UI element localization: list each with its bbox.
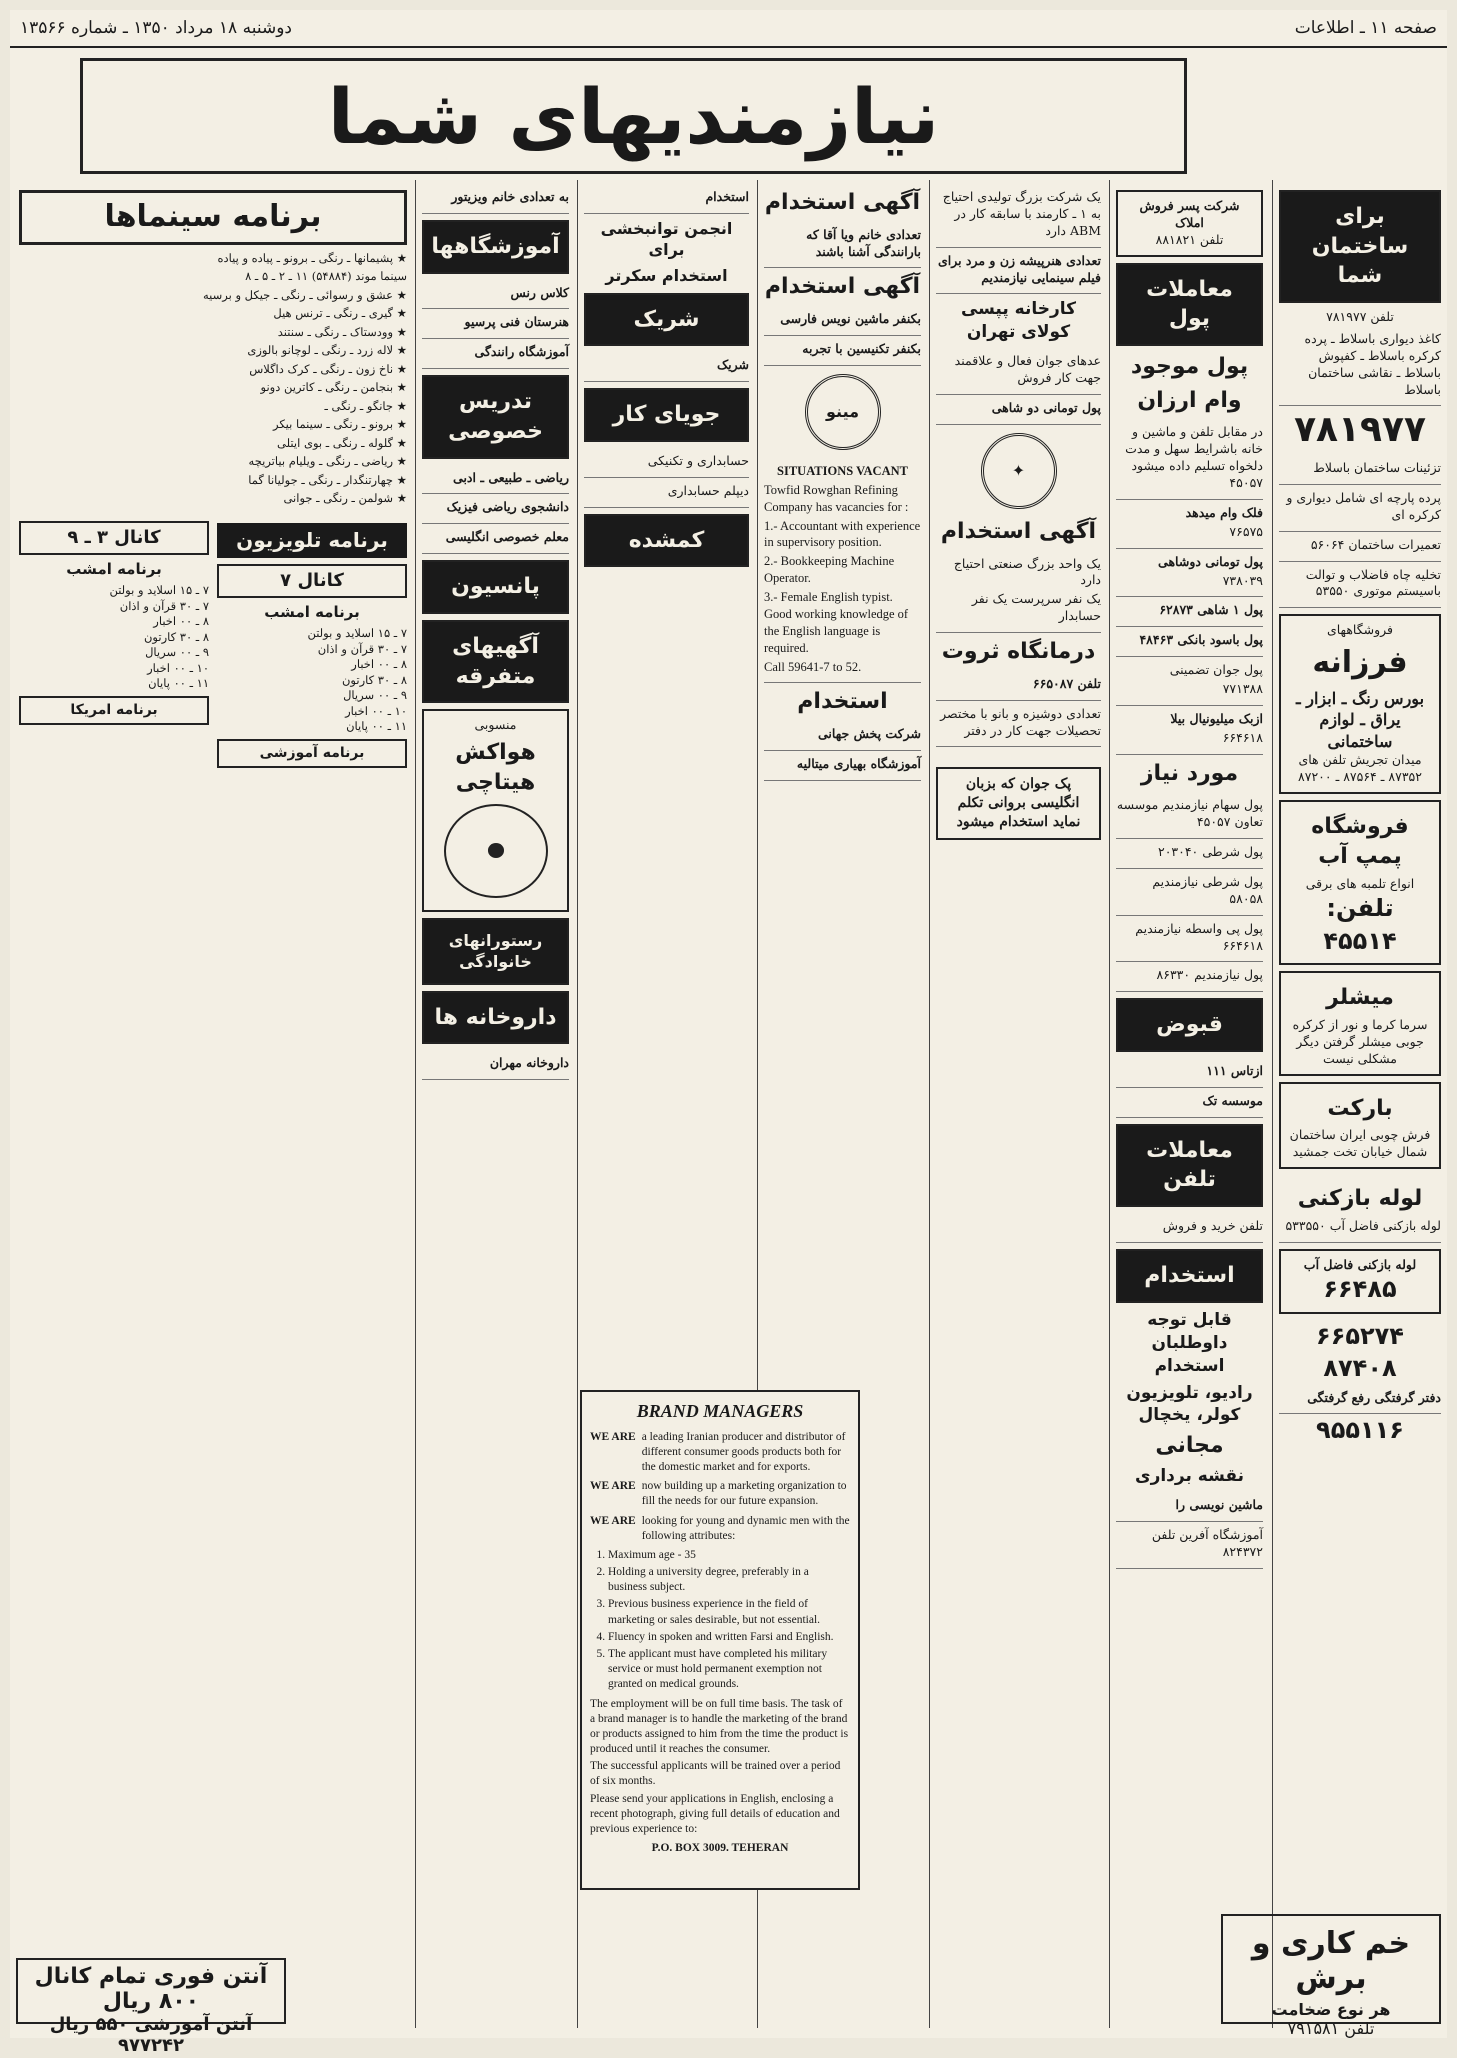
tv-schedule-item: ۱۰ ـ ۰۰ اخبار — [147, 660, 209, 675]
pipe-unblock-ad: لوله بازکنی لوله بازکنی فاضل آب ۵۳۳۵۵۰ — [1279, 1175, 1441, 1243]
employment-title: استخدام — [797, 689, 888, 715]
cinema-listing: ★ ناخ زون ـ رنگی ـ کرک داگلاس — [249, 361, 407, 376]
tonight-label: برنامه امشب — [264, 603, 360, 622]
classified-column-6 — [415, 180, 575, 2028]
partner-header: شریک — [584, 293, 749, 347]
cinema-listing: ★ جانگو ـ رنگی ـ — [324, 398, 407, 413]
tv-schedule-item: ۸ ـ ۳۰ کارتون — [143, 629, 209, 644]
nursing-school-ad: آموزشگاه بهیاری میتالیه — [764, 751, 921, 781]
cinema-listing: ★ شولمن ـ رنگی ـ جوانی — [283, 491, 407, 506]
receipt-ad-1: ازتاس ۱۱۱ — [1116, 1058, 1263, 1088]
construction-phone-label: تلفن ۷۸۱۹۷۷ — [1326, 309, 1394, 325]
cinema-listing: ★ گیری ـ رنگی ـ ترنس هیل — [273, 306, 407, 321]
employment-notice: قابل توجه داوطلبان استخدام — [1147, 1309, 1232, 1376]
restaurants-header: رستورانهای خانوادگی — [422, 918, 569, 985]
pipe-phone-5: ۹۵۵۱۱۶ — [1316, 1416, 1404, 1445]
tv-schedule-item: ۹ ـ ۰۰ سریال — [145, 645, 209, 660]
farzaneh-store-ad: فروشگاههای فرزانه بورس رنگ ـ ابزار ـ یراق ـ لوازم ساختمانی میدان تجریش تلفن های ۸۷۳۵۲ ـ ۸۷۵۶۴ ـ ۸۷۲۰۰ — [1279, 614, 1441, 794]
lost-found-header: کمشده — [584, 514, 749, 568]
driver-ad: تعدادی خانم ویا آقا که بارانندگی آشنا باشند — [764, 222, 921, 269]
receipts-header: قبوض — [1116, 998, 1263, 1052]
pension-header: پانسیون — [422, 560, 569, 614]
cinema-listing: ★ برونو ـ رنگی ـ سینما بیکر — [272, 417, 407, 432]
schools-header: آموزشگاهها — [422, 220, 569, 274]
section-banner — [80, 58, 1187, 174]
money-ad: پول تومانی دو شاهی — [936, 395, 1101, 425]
real-estate-box: شرکت پسر فروش املاک تلفن ۸۸۱۸۲۱ — [1116, 190, 1263, 257]
tv-schedule-item: ۷ ـ ۳۰ قرآن و اذان — [119, 598, 209, 613]
cinema-listing: ★ بنجامن ـ رنگی ـ کاترین دونو — [260, 380, 407, 395]
tv-schedule-item: ۷ ـ ۱۵ اسلاید و بولتن — [109, 583, 209, 598]
cinema-listing: ★ عشق و رسوائی ـ رنگی ـ جیکل و برسیه — [202, 287, 407, 302]
rehab-society-title: انجمن توانبخشی برای — [600, 218, 733, 260]
money-section-header: معاملات پول — [1116, 263, 1263, 346]
tv-schedule-item: ۸ ـ ۰۰ اخبار — [351, 657, 407, 672]
class-ad: کلاس رنس — [422, 280, 569, 310]
brand-managers-ad: BRAND MANAGERS WE ARE a leading Iranian producer and distributor of different consumer goods products both for the domestic market and for exports. WE ARE now building up a marketing organization to fill the needs for our future expansion. WE ARE looking for young and dynamic men with the following attributes: 1. Maximum age - 35 2. Holding a university degree, preferably in a business subject. 3. Previous business experience in the field of marketing or sales desirable, but not essential. 4. Fluency in spoken and written Farsi and English. 5. The applicant must have completed his military service or must hold permanent exemption not granted on medical grounds. The employment will be on full time basis. The task of a brand manager is to handle the marketing of the brand or products assigned to him from the time the product is produced until it reaches the consumer. The successful applicants will be trained over a period of six months. Please send your applications in English, enclosing a recent photograph, giving full details of education and previous experience to: P.O. BOX 3009. TEHERAN — [580, 1390, 860, 1890]
unblocking-ad: دفتر گرفتگی رفع گرفتگی — [1279, 1385, 1441, 1415]
bending-cutting-ad: خم کاری و برش هر نوع ضخامت تلفن ۷۹۱۵۸۱ — [1221, 1914, 1441, 2024]
surveying-course: نقشه برداری — [1134, 1466, 1245, 1487]
newspaper-page — [10, 10, 1447, 2056]
receipt-ad-2: موسسه تک — [1116, 1088, 1263, 1118]
cinema-listing: ★ لاله زرد ـ رنگی ـ لوچانو بالوزی — [247, 343, 407, 358]
afarin-school: آموزشگاه آفرین تلفن ۸۲۴۳۷۲ — [1116, 1522, 1263, 1569]
classified-column-1 — [1272, 180, 1447, 2028]
sewage-ad: تخلیه چاه فاضلاب و توالت باسیستم موتوری ۵۳۵۵۰ — [1279, 562, 1441, 609]
need-ad-1: پول سهام نیازمندیم موسسه تعاون ۴۵۰۵۷ — [1116, 792, 1263, 839]
cinema-listing: سینما موند (۵۴۸۸۴) ۱۱ ـ ۲ ـ ۵ ـ ۸ — [245, 269, 407, 284]
phone-trade-ad: تلفن خرید و فروش — [1116, 1213, 1263, 1243]
cinema-listing: ★ وودستاک ـ رنگی ـ سنتند — [277, 324, 407, 339]
employment-header: استخدام — [1116, 1249, 1263, 1303]
loan-title: پول موجود — [1130, 354, 1249, 379]
bw-parquet-ad: بارکت فرش چوبی ایران ساختمان شمال خیابان تخت جمشید — [1279, 1082, 1441, 1169]
pharmacies-header: داروخانه ها — [422, 991, 569, 1045]
loan-ad-7: ازبک میلیونیال بیلا ۶۶۴۶۱۸ — [1116, 706, 1263, 755]
distribution-company-ad: شرکت پخش جهانی — [764, 721, 921, 751]
channel-3-label: کانال ۳ ـ ۹ — [19, 521, 209, 555]
tv-schedule-b — [217, 626, 407, 735]
need-ad-3: پول شرطی نیازمندیم ۵۸۰۵۸ — [1116, 869, 1263, 916]
need-ad-5: پول نیازمندیم ۸۶۳۳۰ — [1116, 962, 1263, 992]
loan-ad-3: پول تومانی دوشاهی ۷۳۸۰۳۹ — [1116, 549, 1263, 598]
repair-course: رادیو، تلویزیون کولر، یخچال — [1126, 1382, 1253, 1426]
cinema-listing: ★ چهارتنگدار ـ رنگی ـ جولیانا گما — [248, 472, 407, 487]
cinema-listing: ★ ریاضی ـ رنگی ـ ویلیام بیاتریچه — [248, 454, 407, 469]
tv-schedule-item: ۹ ـ ۰۰ سریال — [343, 688, 407, 703]
tv-schedule-item: ۷ ـ ۱۵ اسلاید و بولتن — [307, 626, 407, 641]
construction-ad: کاغذ دیواری باسلاط ـ پرده کرکره باسلاط ـ کفپوش باسلاط ـ نقاشی ساختمان باسلاط — [1279, 326, 1441, 407]
tonight-label-2: برنامه امشب — [66, 560, 162, 579]
cinema-list — [19, 251, 407, 507]
tv-schedule-item: ۱۱ ـ ۰۰ پایان — [148, 676, 209, 691]
job-ad-1: یک شرکت بزرگ تولیدی احتیاج به ۱ ـ کارمند با سابقه کار در ABM دارد — [936, 184, 1101, 248]
need-ad-4: پول پی واسطه نیازمندیم ۶۶۴۶۱۸ — [1116, 916, 1263, 963]
situations-vacant-ad: SITUATIONS VACANT Towfid Rowghan Refining Company has vacancies for : 1.- Accountant with experience in supervisory position. 2.- Bookkeeping Machine Operator. 3.- Female English typist. Good working knowledge of the English language is required. Call 59641-7 to 52. — [764, 458, 921, 684]
fan-icon — [444, 804, 548, 898]
tutoring-ad-1: ریاضی ـ طبیعی ـ ادبی — [422, 465, 569, 495]
english-tutor-ad: معلم خصوصی انگلیسی — [422, 524, 569, 554]
company-emblem-icon: ✦ — [981, 433, 1057, 509]
water-pump-ad: فروشگاه پمپ آب انواع تلمبه های برقی تلفن: ۴۵۵۱۴ — [1279, 800, 1441, 965]
pipe-phone-3: ۶۶۵۲۷۴ — [1316, 1321, 1404, 1350]
repair-ad: تعمیرات ساختمان ۵۶۰۶۴ — [1279, 532, 1441, 562]
antenna-ad: آنتن فوری تمام کانال ۸۰۰ ریال آنتن آموزشی ۵۵۰ ریال ۹۷۷۲۴۲ — [16, 1958, 286, 2024]
loan-ad-6: پول جوان تضمینی ۷۷۱۳۸۸ — [1116, 657, 1263, 706]
secretary-title: استخدام سکرتر — [605, 266, 728, 286]
need-ad-2: پول شرطی ۲۰۳۰۴۰ — [1116, 839, 1263, 869]
misc-header: آگهیهای متفرقه — [422, 620, 569, 703]
pepsi-ad-title: کارخانه پپسی کولای تهران — [960, 299, 1077, 343]
technician-ad: بکنفر تکنیسین با تجربه — [764, 336, 921, 366]
issue-date-label: دوشنبه ۱۸ مرداد ۱۳۵۰ ـ شماره ۱۳۵۶۶ — [20, 18, 292, 38]
classified-column-3 — [929, 180, 1107, 2028]
job-notice-title-2: آگهی استخدام — [764, 190, 921, 215]
tech-school-ad: هنرستان فنی پرسیو — [422, 309, 569, 339]
classified-column-2 — [1109, 180, 1269, 2028]
job-notice-title-3: آگهی استخدام — [764, 274, 921, 300]
pharmacy-ad: داروخانه مهران — [422, 1050, 569, 1080]
pepsi-ad: عدهای جوان فعال و علاقمند جهت کار فروش — [936, 348, 1101, 395]
american-program-label: برنامه امریکا — [19, 696, 209, 725]
loan-ad-5: پول باسود بانکی ۴۸۴۶۳ — [1116, 627, 1263, 657]
loan-ad-4: پول ۱ شاهی ۶۲۸۷۳ — [1116, 597, 1263, 627]
curtain-ad: پرده پارچه ای شامل دیواری و کرکره ای — [1279, 485, 1441, 532]
pipe-phone-4: ۸۷۴۰۸ — [1323, 1354, 1397, 1383]
tutoring-ad-2: دانشجوی ریاضی فیزیک — [422, 494, 569, 524]
mischler-ad: میشلر سرما کرما و نور از کرکره جوبی میشلر گرفتن دیگر مشکلی نیست — [1279, 971, 1441, 1075]
cinema-tv-column — [13, 180, 413, 2028]
tv-schedule-a — [19, 583, 209, 692]
banner-title: نیازمندیهای شما — [327, 71, 940, 161]
tv-schedule-item: ۸ ـ ۰۰ اخبار — [153, 614, 209, 629]
partner-ad: شریک — [584, 352, 749, 382]
clinic-ad: تلفن ۶۶۵۰۸۷ — [936, 671, 1101, 701]
loan-ad-1: در مقابل تلفن و ماشین و خانه باشرایط سهل و مدت دلخواه تسلیم داده میشود ۴۵۰۵۷ — [1116, 419, 1263, 500]
job-notice-title: آگهی استخدام — [940, 518, 1097, 544]
english-speaker-ad: پک جوان که بزبان انگلیسی بروانی تکلم نماید استخدام میشود — [936, 767, 1101, 840]
brand-ad-title: BRAND MANAGERS — [636, 1401, 804, 1421]
tv-schedule-item: ۸ ـ ۳۰ کارتون — [341, 672, 407, 687]
tv-program-header: برنامه تلویزیون — [217, 523, 407, 558]
tv-schedule-item: ۷ ـ ۳۰ قرآن و اذان — [317, 641, 407, 656]
construction-footer: تزئینات ساختمان باسلاط — [1279, 455, 1441, 485]
channel-7-label: کانال ۷ — [217, 564, 407, 598]
requirements-list: 1. Maximum age - 35 2. Holding a university degree, preferably in a business subject. 3. Previous business experience in the field of marketing or sales desirable, but not essential. 4. Fluency in spoken and written Farsi and English. 5. The applicant must have completed his military service or must hold permanent exemption not granted on medical grounds. — [608, 1548, 850, 1693]
accounting-ad: حسابداری و تکنیکی — [584, 448, 749, 478]
free-label: مجانی — [1155, 1433, 1224, 1459]
clinic-title: درمانگاه ثروت — [941, 639, 1096, 665]
visitor-ad: به تعدادی خانم ویزیتور — [422, 184, 569, 214]
loan-subtitle: وام ارزان — [1137, 387, 1242, 413]
cinema-listing: ★ پشیمانها ـ رنگی ـ برونو ـ پیاده و پیاده — [217, 250, 407, 265]
page-header — [10, 10, 1447, 48]
need-header: مورد نیاز — [1140, 760, 1239, 786]
loan-ad-2: فلک وام میدهد ۷۶۵۷۵ — [1116, 500, 1263, 549]
job-ad-5-1: استخدام — [584, 184, 749, 214]
driving-school-ad: آموزشگاه رانندگی — [422, 339, 569, 369]
industrial-job-ad: یک واحد بزرگ صنعتی احتیاج دارد یک نفر سرپرست یک نفر حسابدار — [936, 551, 1101, 634]
education-label: برنامه آموزشی — [217, 739, 407, 768]
office-job-ad: تعدادی دوشیزه و بانو با مختصر تحصیلات جهت کار در دفتر — [936, 701, 1101, 748]
pipe-ad-2: لوله بازکنی فاضل آب ۶۶۴۸۵ — [1279, 1249, 1441, 1314]
actor-ad: تعدادی هنرپیشه زن و مرد برای فیلم سینمایی نیازمندیم — [936, 248, 1101, 295]
hitachi-fan-ad: منسوبی هواکش هیتاچی — [422, 709, 569, 911]
tv-schedule-item: ۱۰ ـ ۰۰ اخبار — [345, 703, 407, 718]
phone-trade-header: معاملات تلفن — [1116, 1124, 1263, 1207]
construction-phone: ۷۸۱۹۷۷ — [1294, 409, 1426, 451]
tv-left — [217, 517, 407, 772]
po-box-label: P.O. BOX 3009. TEHERAN — [651, 1842, 789, 1855]
minoo-badge-icon: مینو — [805, 374, 881, 450]
tv-right — [19, 517, 209, 772]
construction-ad-header: برای ساختمان شما — [1279, 190, 1441, 303]
tv-section — [19, 517, 407, 772]
typing-course: ماشین نویسی را — [1116, 1492, 1263, 1522]
page-number-label: صفحه ۱۱ ـ اطلاعات — [1294, 18, 1437, 38]
cinema-program-header: برنامه سینماها — [19, 190, 407, 245]
job-seeker-header: جویای کار — [584, 388, 749, 442]
tutoring-header: تدریس خصوصی — [422, 375, 569, 458]
typist-ad: بکنفر ماشین نویس فارسی — [764, 306, 921, 336]
diploma-ad: دیپلم حسابداری — [584, 478, 749, 508]
tv-schedule-item: ۱۱ ـ ۰۰ پایان — [346, 719, 407, 734]
cinema-listing: ★ گلوله ـ رنگی ـ بوی ایتلی — [277, 435, 407, 450]
